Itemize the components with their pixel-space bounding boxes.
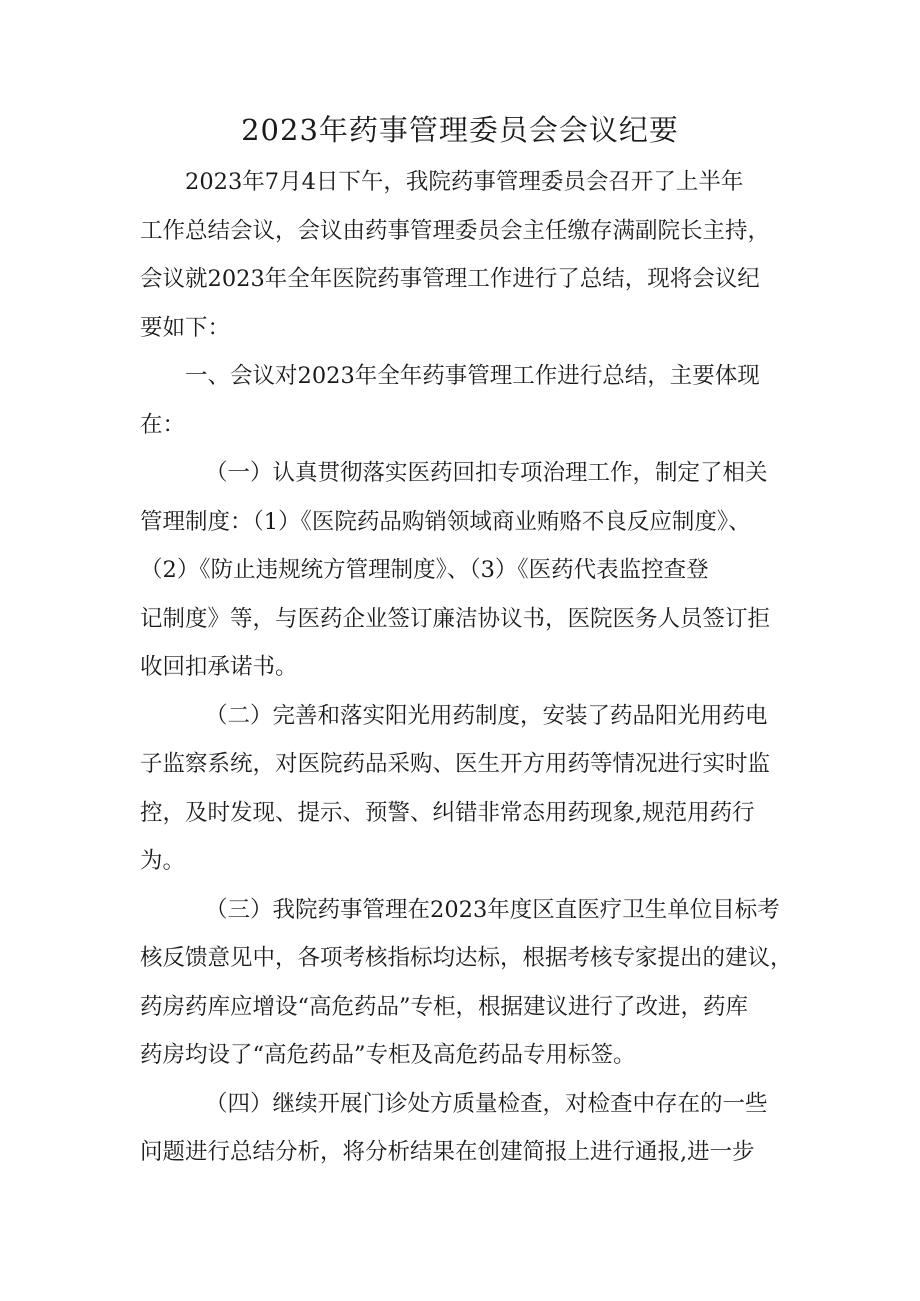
section-heading-paragraph: [140, 352, 788, 449]
text-line: 控，及时发现、提示、预警、纠错非常态用药现象,规范用药行: [140, 799, 755, 826]
intro-paragraph: [140, 158, 788, 352]
text-line: （一）认真贯彻落实医药回扣专项治理工作，制定了相关: [205, 460, 768, 486]
text-line: 药房均设了“高危药品”专柜及高危药品专用标签。: [140, 1042, 636, 1068]
text-line: 在：: [140, 411, 186, 438]
text-line: 记制度》等，与医药企业签订廉洁协议书，医院医务人员签订拒: [140, 605, 771, 632]
text-line: 药房药库应增设“高危药品”专柜，根据建议进行了改进，药库: [140, 993, 749, 1020]
text-line: 子监察系统，对医院药品采购、医生开方用药等情况进行实时监: [140, 751, 771, 777]
text-line: 会议就2023年全年医院药事管理工作进行了总结，现将会议纪: [140, 266, 760, 292]
text-line: 要如下：: [140, 314, 231, 341]
text-line: 一、会议对2023年全年药事管理工作进行总结，主要体现: [185, 363, 760, 389]
text-line: 为。: [140, 848, 186, 874]
document-title: 2023年药事管理委员会会议纪要: [241, 113, 679, 147]
text-line: 2023年7月4日下午，我院药事管理委员会召开了上半年: [185, 169, 744, 195]
text-line: 管理制度：（1）《医院药品购销领域商业贿赂不良反应制度》、: [140, 508, 751, 535]
document-body: [140, 158, 793, 1177]
text-line: 问题进行总结分析，将分析结果在创建简报上进行通报,进一步: [140, 1139, 755, 1165]
text-line: 收回扣承诺书。: [140, 654, 298, 680]
text-line: 核反馈意见中，各项考核指标均达标，根据考核专家提出的建议，: [140, 945, 793, 971]
text-line: 工作总结会议，会议由药事管理委员会主任缴存满副院长主持，: [140, 217, 771, 244]
text-line: （二）完善和落实阳光用药制度，安装了药品阳光用药电: [205, 702, 768, 729]
text-line: （2）《防止违规统方管理制度》、（3）《医药代表监控查登: [140, 557, 709, 583]
item-4-paragraph: [140, 1080, 788, 1177]
text-line: （四）继续开展门诊处方质量检查，对检查中存在的一些: [205, 1090, 768, 1117]
text-line: （三）我院药事管理在2023年度区直医疗卫生单位目标考: [205, 896, 780, 923]
item-1-paragraph: [140, 449, 788, 692]
item-3-paragraph: [140, 886, 793, 1080]
item-2-paragraph: [140, 692, 788, 886]
